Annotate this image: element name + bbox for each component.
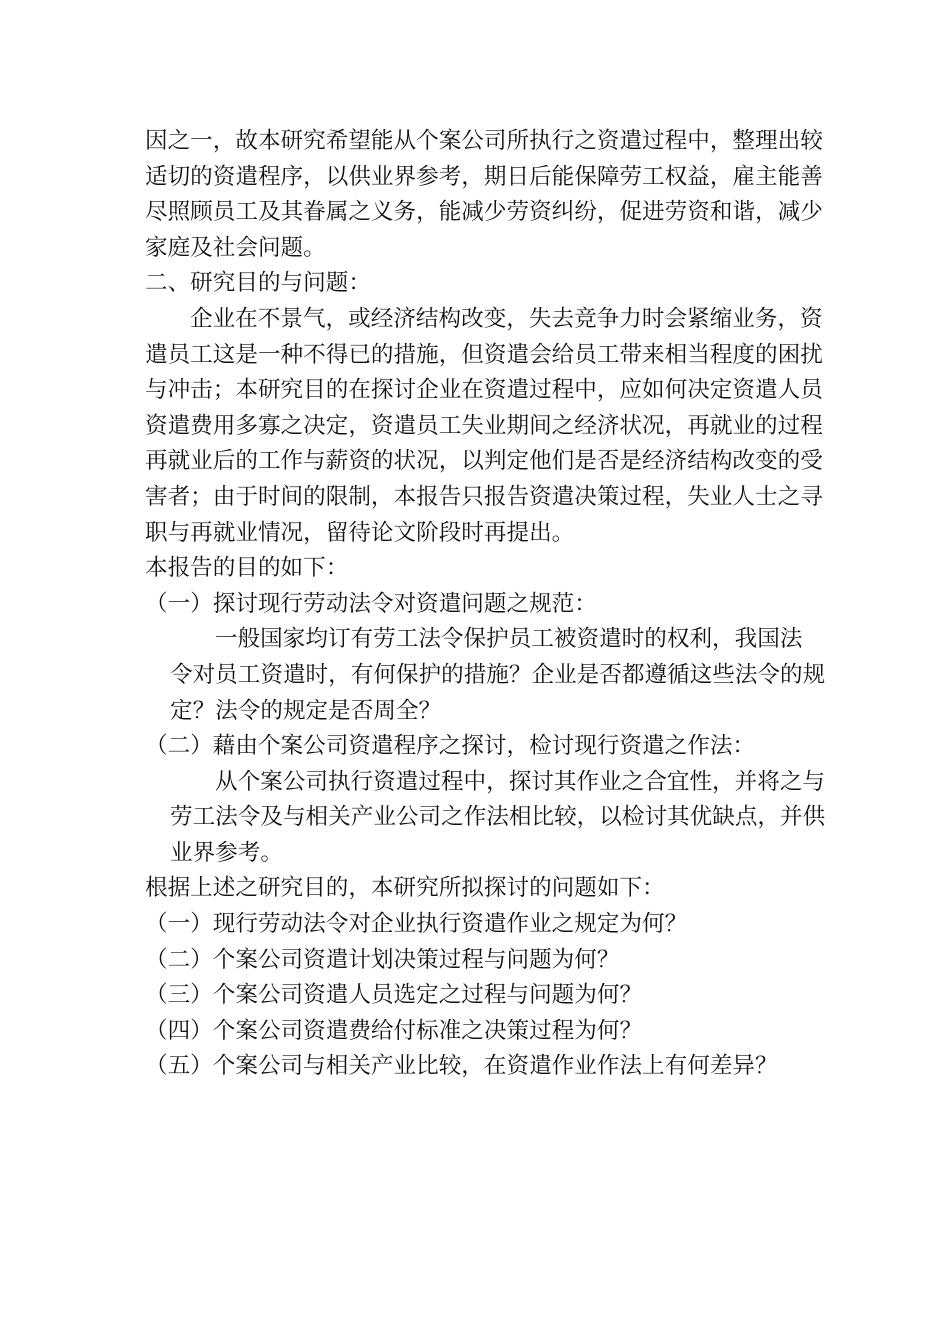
intro-line-2: 适切的资遣程序，以供业界参考，期日后能保障劳工权益，雇主能善: [145, 163, 823, 190]
intro-line-4: 家庭及社会问题。: [145, 234, 326, 261]
question-item-2: （二）个案公司资遣计划决策过程与问题为何？: [145, 946, 620, 973]
purpose-line-3: 与冲击；本研究目的在探讨企业在资遣过程中，应如何决定资遣人员: [145, 377, 823, 404]
objective-2-line-3: 业界参考。: [170, 839, 283, 866]
purpose-line-5: 再就业后的工作与薪资的状况，以判定他们是否是经济结构改变的受: [145, 448, 823, 475]
objectives-intro: 本报告的目的如下：: [145, 555, 349, 582]
intro-line-3: 尽照顾员工及其眷属之义务，能减少劳资纠纷，促进劳资和谐，减少: [145, 199, 823, 226]
objective-2-heading: （二）藉由个案公司资遣程序之探讨，检讨现行资遣之作法：: [145, 733, 756, 760]
objective-1-line-3: 定？法令的规定是否周全？: [170, 697, 442, 724]
objective-2-line-2: 劳工法令及与相关产业公司之作法相比较，以检讨其优缺点，并供: [170, 804, 826, 831]
purpose-line-7: 职与再就业情况，留待论文阶段时再提出。: [145, 519, 575, 546]
purpose-line-1: 企业在不景气，或经济结构改变，失去竞争力时会紧缩业务，资: [190, 305, 823, 332]
objective-1-line-1: 一般国家均订有劳工法令保护员工被资遣时的权利，我国法: [215, 626, 803, 653]
questions-intro: 根据上述之研究目的，本研究所拟探讨的问题如下：: [145, 875, 665, 902]
purpose-line-4: 资遣费用多寡之决定，资遣员工失业期间之经济状况，再就业的过程: [145, 412, 823, 439]
objective-1-heading: （一）探讨现行劳动法令对资遣问题之规范：: [145, 590, 597, 617]
question-item-1: （一）现行劳动法令对企业执行资遣作业之规定为何？: [145, 911, 688, 938]
document-body: [145, 124, 826, 1085]
purpose-line-6: 害者；由于时间的限制，本报告只报告资遣决策过程，失业人士之寻: [145, 483, 823, 510]
section-heading: 二、研究目的与问题：: [145, 270, 371, 297]
objective-2-line-1: 从个案公司执行资遣过程中，探讨其作业之合宜性，并将之与: [215, 768, 826, 795]
question-item-3: （三）个案公司资遣人员选定之过程与问题为何？: [145, 982, 643, 1009]
intro-line-1: 因之一，故本研究希望能从个案公司所执行之资遣过程中，整理出较: [145, 128, 823, 154]
question-item-5: （五）个案公司与相关产业比较，在资遣作业作法上有何差异？: [145, 1053, 778, 1080]
question-item-4: （四）个案公司资遣费给付标准之决策过程为何？: [145, 1017, 643, 1044]
purpose-line-2: 遣员工这是一种不得已的措施，但资遣会给员工带来相当程度的困扰: [145, 341, 823, 368]
objective-1-line-2: 令对员工资遣时，有何保护的措施？企业是否都遵循这些法令的规: [170, 661, 826, 688]
